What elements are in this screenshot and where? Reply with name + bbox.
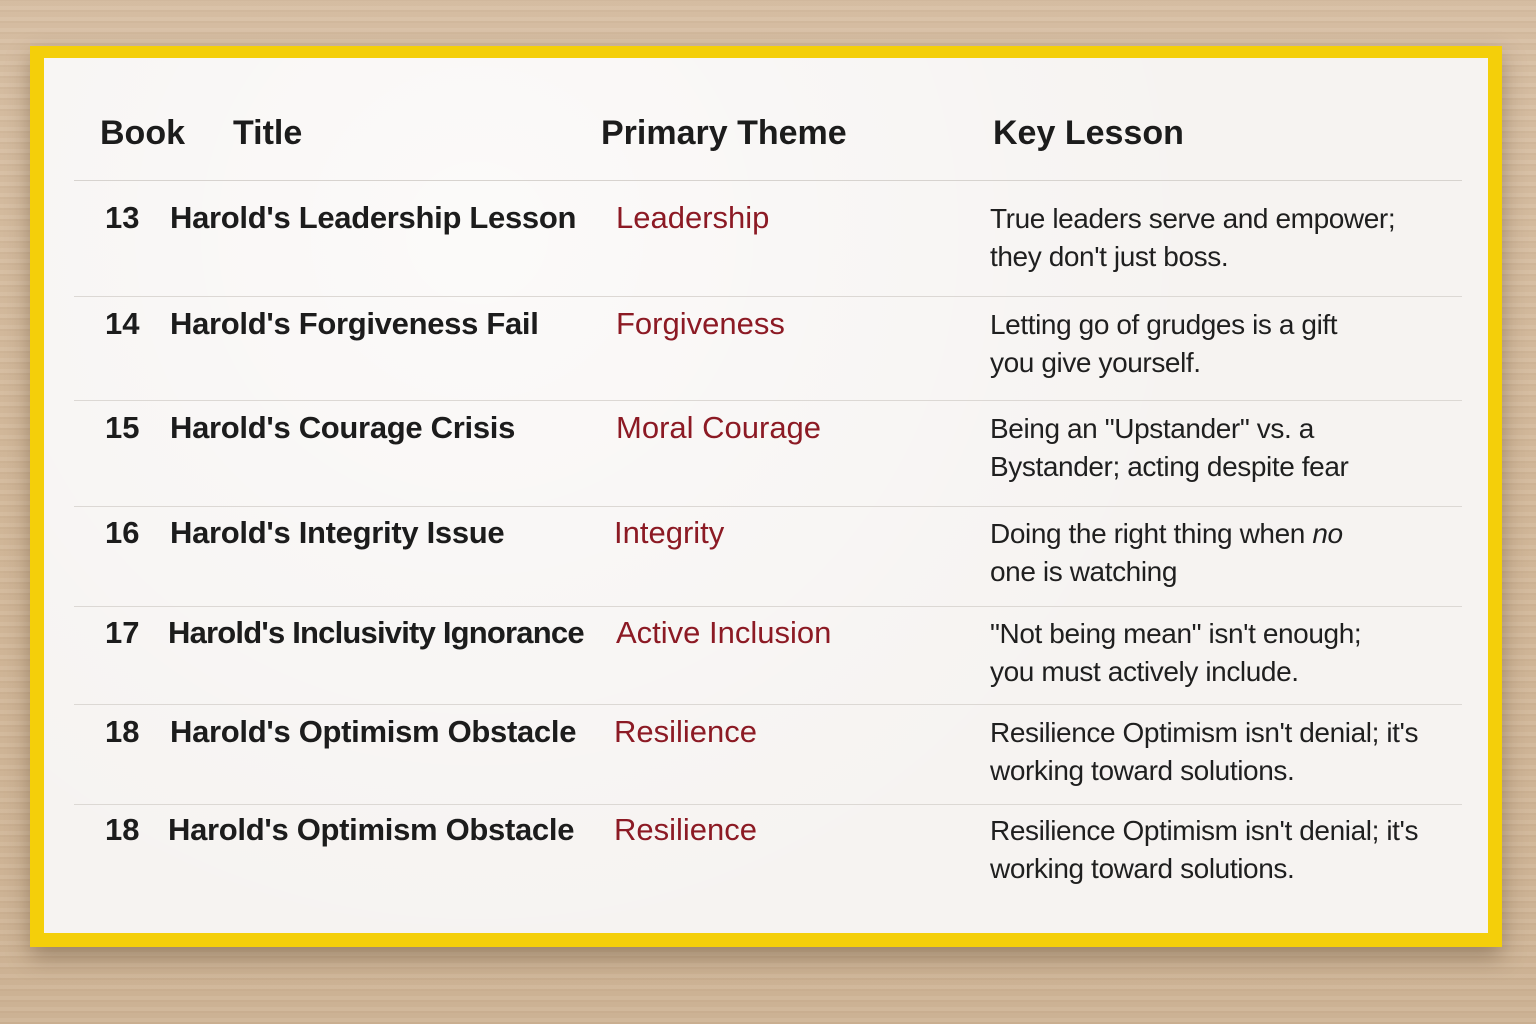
key-lesson-line-2: one is watching <box>990 556 1178 587</box>
primary-theme: Moral Courage <box>616 410 822 445</box>
key-lesson-line-2: you must actively include. <box>990 656 1299 687</box>
key-lesson <box>990 812 1495 888</box>
key-lesson-line-1: "Not being mean" isn't enough; <box>990 618 1362 649</box>
book-number: 17 <box>105 615 140 650</box>
book-number: 16 <box>105 515 140 550</box>
key-lesson <box>990 714 1495 790</box>
book-title: Harold's Optimism Obstacle <box>170 714 577 749</box>
yellow-frame <box>30 46 1502 947</box>
book-title: Harold's Forgiveness Fail <box>170 306 539 341</box>
header-primary-theme: Primary Theme <box>601 114 847 152</box>
key-lesson-line-1: Being an "Upstander" vs. a <box>990 413 1314 444</box>
key-lesson-line-1: Letting go of grudges is a gift <box>990 309 1338 340</box>
book-number: 14 <box>105 306 140 341</box>
table-card <box>44 58 1488 933</box>
header-book: Book <box>100 114 185 152</box>
row-divider <box>74 506 1462 507</box>
key-lesson-line-2: you give yourself. <box>990 347 1201 378</box>
header-divider <box>74 180 1462 181</box>
book-title: Harold's Leadership Lesson <box>170 200 577 235</box>
primary-theme: Active Inclusion <box>616 615 832 650</box>
key-lesson-text: Doing the right thing when <box>990 518 1313 549</box>
header-key-lesson: Key Lesson <box>993 114 1184 152</box>
primary-theme: Resilience <box>614 714 758 749</box>
row-divider <box>74 606 1462 607</box>
key-lesson <box>990 615 1495 691</box>
row-divider <box>74 400 1462 401</box>
book-title: Harold's Courage Crisis <box>170 410 516 445</box>
key-lesson <box>990 306 1495 382</box>
key-lesson-line-2: Bystander; acting despite fear <box>990 451 1349 482</box>
book-number: 18 <box>105 812 140 847</box>
primary-theme: Forgiveness <box>616 306 785 341</box>
primary-theme: Leadership <box>616 200 770 235</box>
key-lesson-emphasis: no <box>1312 518 1343 549</box>
book-number: 18 <box>105 714 140 749</box>
key-lesson-line-2: they don't just boss. <box>990 241 1229 272</box>
key-lesson <box>990 410 1495 486</box>
key-lesson <box>990 200 1495 276</box>
key-lesson-line-1 <box>990 515 1495 553</box>
book-title: Harold's Optimism Obstacle <box>168 812 575 847</box>
book-number: 13 <box>105 200 140 235</box>
book-title: Harold's Integrity Issue <box>170 515 505 550</box>
row-divider <box>74 804 1462 805</box>
row-divider <box>74 704 1462 705</box>
key-lesson-line-1: Resilience Optimism isn't denial; it's <box>990 717 1419 748</box>
key-lesson-line-1: Resilience Optimism isn't denial; it's <box>990 815 1419 846</box>
key-lesson-line-1: True leaders serve and empower; <box>990 203 1396 234</box>
book-title: Harold's Inclusivity Ignorance <box>168 615 584 650</box>
primary-theme: Resilience <box>614 812 758 847</box>
key-lesson-line-2: working toward solutions. <box>990 853 1295 884</box>
table-header <box>44 58 1488 180</box>
book-number: 15 <box>105 410 140 445</box>
key-lesson-line-2: working toward solutions. <box>990 755 1295 786</box>
primary-theme: Integrity <box>614 515 725 550</box>
header-title: Title <box>233 114 303 152</box>
key-lesson <box>990 515 1495 591</box>
row-divider <box>74 296 1462 297</box>
